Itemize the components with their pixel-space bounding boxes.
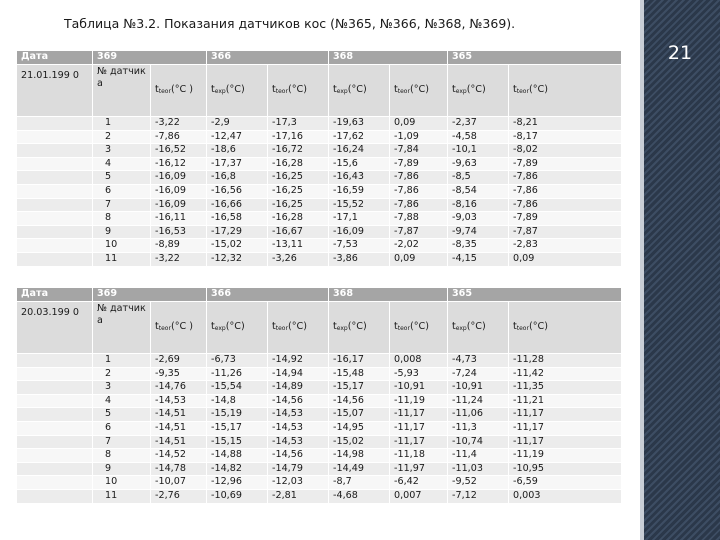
- sensor-header: 366: [207, 288, 329, 302]
- exp-unit: (°C): [466, 320, 486, 332]
- table-cell: -7,89: [509, 157, 622, 171]
- table-cell: -16,09: [329, 225, 390, 239]
- table-cell: -7,89: [509, 212, 622, 226]
- row-spacer: [17, 171, 93, 185]
- table-cell: -11,17: [509, 435, 622, 449]
- table-row: [17, 421, 622, 435]
- table-cell: 4: [93, 157, 151, 171]
- table-cell: -2,76: [151, 489, 207, 503]
- table-row: [17, 144, 622, 158]
- table-cell: 7: [93, 198, 151, 212]
- exp-unit: (°C): [466, 83, 486, 95]
- sensor-header: 365: [448, 288, 622, 302]
- table-cell: -14,79: [268, 462, 329, 476]
- table-cell: 8: [93, 212, 151, 226]
- table-cell: -7,86: [390, 171, 448, 185]
- table-cell: 0,007: [390, 489, 448, 503]
- row-spacer: [17, 117, 93, 131]
- table-cell: -2,02: [390, 239, 448, 253]
- table-cell: -14,51: [151, 421, 207, 435]
- exp-unit: (°C): [347, 320, 367, 332]
- theoretical-temp-header: [390, 302, 448, 354]
- theor-t: t: [394, 83, 398, 95]
- table-cell: -16,28: [268, 212, 329, 226]
- table-cell: -10,07: [151, 476, 207, 490]
- date-header: Дата: [17, 51, 93, 65]
- experimental-temp-header: [329, 65, 390, 117]
- row-spacer: [17, 239, 93, 253]
- date-value: 20.03.199 0: [17, 302, 93, 354]
- table-cell: -16,58: [207, 212, 268, 226]
- theor-t: t: [513, 320, 517, 332]
- table-cell: -14,53: [151, 394, 207, 408]
- theor-sub: teor: [397, 324, 410, 332]
- table-cell: 2: [93, 130, 151, 144]
- sensor-header: 369: [93, 288, 207, 302]
- table-cell: -6,42: [390, 476, 448, 490]
- theor-unit: (°C): [409, 320, 429, 332]
- table-row: [17, 381, 622, 395]
- table-cell: -12,03: [268, 476, 329, 490]
- table-cell: -16,59: [329, 184, 390, 198]
- table-cell: -11,26: [207, 367, 268, 381]
- table-cell: -11,17: [390, 435, 448, 449]
- table-cell: -15,17: [329, 381, 390, 395]
- table-cell: -13,11: [268, 239, 329, 253]
- theor-t: t: [272, 83, 276, 95]
- row-spacer: [17, 462, 93, 476]
- table-cell: -10,1: [448, 144, 509, 158]
- table-cell: -14,94: [268, 367, 329, 381]
- table-cell: -14,78: [151, 462, 207, 476]
- table-cell: -16,09: [151, 184, 207, 198]
- table-cell: -14,8: [207, 394, 268, 408]
- table-cell: -15,6: [329, 157, 390, 171]
- table-cell: -17,16: [268, 130, 329, 144]
- table-cell: -10,69: [207, 489, 268, 503]
- exp-sub: exp: [214, 87, 226, 95]
- experimental-temp-header: [329, 302, 390, 354]
- table-caption: Таблица №3.2. Показания датчиков кос (№365, №366, №368, №369).: [64, 16, 516, 31]
- table-cell: 7: [93, 435, 151, 449]
- row-spacer: [17, 198, 93, 212]
- table-cell: -16,17: [329, 354, 390, 368]
- row-spacer: [17, 144, 93, 158]
- table-cell: -14,51: [151, 435, 207, 449]
- row-spacer: [17, 489, 93, 503]
- theor-sub: teor: [275, 87, 288, 95]
- table-cell: -11,21: [509, 394, 622, 408]
- row-spacer: [17, 184, 93, 198]
- table-cell: -14,53: [268, 421, 329, 435]
- table-cell: 0,09: [390, 117, 448, 131]
- table-row: [17, 198, 622, 212]
- table-cell: -16,43: [329, 171, 390, 185]
- theor-unit: (°C ): [170, 320, 193, 332]
- table-cell: -16,28: [268, 157, 329, 171]
- sensor-header: 365: [448, 51, 622, 65]
- sensor-number-label: № датчик а: [93, 65, 151, 117]
- row-spacer: [17, 476, 93, 490]
- decorative-side-panel: [640, 0, 720, 540]
- table-cell: -15,15: [207, 435, 268, 449]
- theoretical-temp-header: [509, 65, 622, 117]
- table-cell: -11,18: [390, 449, 448, 463]
- table-cell: -3,26: [268, 252, 329, 266]
- table-cell: -11,03: [448, 462, 509, 476]
- table-row: [17, 476, 622, 490]
- theoretical-temp-header: [390, 65, 448, 117]
- theor-t: t: [513, 83, 517, 95]
- table-cell: -2,69: [151, 354, 207, 368]
- row-spacer: [17, 449, 93, 463]
- table-cell: -8,5: [448, 171, 509, 185]
- table-row: [17, 394, 622, 408]
- table-cell: -8,7: [329, 476, 390, 490]
- theor-t: t: [155, 83, 159, 95]
- table-cell: 11: [93, 489, 151, 503]
- table-cell: -17,62: [329, 130, 390, 144]
- subheader-row: [17, 302, 622, 354]
- sensor-number-label: № датчик а: [93, 302, 151, 354]
- row-spacer: [17, 367, 93, 381]
- row-spacer: [17, 435, 93, 449]
- table-cell: -11,35: [509, 381, 622, 395]
- table-cell: -8,02: [509, 144, 622, 158]
- theoretical-temp-header: [268, 302, 329, 354]
- table-cell: 3: [93, 144, 151, 158]
- table-cell: -12,47: [207, 130, 268, 144]
- table-cell: 1: [93, 117, 151, 131]
- exp-sub: exp: [336, 324, 348, 332]
- table-row: [17, 225, 622, 239]
- table-row: [17, 435, 622, 449]
- table-cell: -7,24: [448, 367, 509, 381]
- table-cell: -11,19: [390, 394, 448, 408]
- table-cell: 9: [93, 225, 151, 239]
- theoretical-temp-header: [151, 302, 207, 354]
- table-cell: -7,87: [390, 225, 448, 239]
- row-spacer: [17, 394, 93, 408]
- exp-t: t: [452, 83, 456, 95]
- table-cell: 11: [93, 252, 151, 266]
- experimental-temp-header: [448, 302, 509, 354]
- table-cell: -16,25: [268, 198, 329, 212]
- table-cell: -14,82: [207, 462, 268, 476]
- theor-unit: (°C): [287, 320, 307, 332]
- table-row: [17, 184, 622, 198]
- table-row: [17, 239, 622, 253]
- table-cell: -16,67: [268, 225, 329, 239]
- table-cell: -11,17: [390, 421, 448, 435]
- table-cell: 0,003: [509, 489, 622, 503]
- table-cell: -14,98: [329, 449, 390, 463]
- table-row: [17, 449, 622, 463]
- table-cell: -14,51: [151, 408, 207, 422]
- table-cell: 5: [93, 408, 151, 422]
- row-spacer: [17, 130, 93, 144]
- header-row: [17, 51, 622, 65]
- table-cell: -11,19: [509, 449, 622, 463]
- table-cell: -15,19: [207, 408, 268, 422]
- table-cell: -8,16: [448, 198, 509, 212]
- table-cell: -15,54: [207, 381, 268, 395]
- theor-sub: teor: [516, 87, 529, 95]
- subheader-row: [17, 65, 622, 117]
- table-cell: -7,87: [509, 225, 622, 239]
- table-row: [17, 367, 622, 381]
- table-cell: -14,52: [151, 449, 207, 463]
- table-cell: -17,29: [207, 225, 268, 239]
- table-cell: -6,73: [207, 354, 268, 368]
- table-row: [17, 408, 622, 422]
- table-cell: -7,12: [448, 489, 509, 503]
- table-cell: -9,63: [448, 157, 509, 171]
- exp-t: t: [452, 320, 456, 332]
- table-cell: -16,72: [268, 144, 329, 158]
- table-cell: -17,1: [329, 212, 390, 226]
- exp-t: t: [211, 320, 215, 332]
- table-cell: -7,84: [390, 144, 448, 158]
- table-cell: -14,76: [151, 381, 207, 395]
- table-cell: -16,25: [268, 171, 329, 185]
- table-row: [17, 212, 622, 226]
- exp-sub: exp: [336, 87, 348, 95]
- table-cell: -8,54: [448, 184, 509, 198]
- theor-t: t: [155, 320, 159, 332]
- table-cell: 10: [93, 239, 151, 253]
- row-spacer: [17, 381, 93, 395]
- table-cell: -10,95: [509, 462, 622, 476]
- table-cell: -3,22: [151, 252, 207, 266]
- table-cell: 3: [93, 381, 151, 395]
- theoretical-temp-header: [151, 65, 207, 117]
- table-row: [17, 354, 622, 368]
- table-cell: -7,89: [390, 157, 448, 171]
- table-cell: -8,89: [151, 239, 207, 253]
- table-cell: -17,37: [207, 157, 268, 171]
- table-cell: 9: [93, 462, 151, 476]
- table-cell: -16,53: [151, 225, 207, 239]
- table-cell: -15,17: [207, 421, 268, 435]
- table-cell: -2,37: [448, 117, 509, 131]
- exp-sub: exp: [455, 87, 467, 95]
- sensor-header: 368: [329, 288, 448, 302]
- table-cell: -7,53: [329, 239, 390, 253]
- table-cell: -9,74: [448, 225, 509, 239]
- table-cell: -15,02: [329, 435, 390, 449]
- theor-unit: (°C): [287, 83, 307, 95]
- table-cell: 10: [93, 476, 151, 490]
- theoretical-temp-header: [509, 302, 622, 354]
- table-cell: -4,73: [448, 354, 509, 368]
- theor-unit: (°C): [528, 320, 548, 332]
- theor-unit: (°C): [409, 83, 429, 95]
- table-cell: -14,53: [268, 408, 329, 422]
- table-cell: -12,96: [207, 476, 268, 490]
- table-cell: -11,97: [390, 462, 448, 476]
- exp-sub: exp: [214, 324, 226, 332]
- theor-t: t: [394, 320, 398, 332]
- table-row: [17, 171, 622, 185]
- table-cell: -4,68: [329, 489, 390, 503]
- table-cell: -11,4: [448, 449, 509, 463]
- row-spacer: [17, 212, 93, 226]
- table-cell: -14,56: [268, 394, 329, 408]
- experimental-temp-header: [207, 65, 268, 117]
- theor-sub: teor: [516, 324, 529, 332]
- table-cell: -2,83: [509, 239, 622, 253]
- theor-unit: (°C): [528, 83, 548, 95]
- table-cell: -3,22: [151, 117, 207, 131]
- exp-unit: (°C): [347, 83, 367, 95]
- table-cell: 4: [93, 394, 151, 408]
- table-cell: 0,09: [509, 252, 622, 266]
- table-cell: -8,17: [509, 130, 622, 144]
- table-cell: -6,59: [509, 476, 622, 490]
- table-cell: -16,52: [151, 144, 207, 158]
- table-cell: 0,008: [390, 354, 448, 368]
- table-cell: -16,11: [151, 212, 207, 226]
- date-header: Дата: [17, 288, 93, 302]
- row-spacer: [17, 225, 93, 239]
- theor-t: t: [272, 320, 276, 332]
- table-cell: -16,24: [329, 144, 390, 158]
- slide-number: 21: [667, 42, 693, 64]
- row-spacer: [17, 252, 93, 266]
- table-cell: -8,21: [509, 117, 622, 131]
- table-cell: -7,88: [390, 212, 448, 226]
- row-spacer: [17, 408, 93, 422]
- exp-unit: (°C): [225, 83, 245, 95]
- sensor-header: 366: [207, 51, 329, 65]
- table-row: [17, 489, 622, 503]
- table-cell: -10,74: [448, 435, 509, 449]
- table-cell: -7,86: [509, 184, 622, 198]
- table-cell: 6: [93, 184, 151, 198]
- table-cell: -11,17: [509, 421, 622, 435]
- table-cell: -11,17: [390, 408, 448, 422]
- table-row: [17, 130, 622, 144]
- table-cell: -4,15: [448, 252, 509, 266]
- table-cell: -7,86: [509, 171, 622, 185]
- table-cell: -9,35: [151, 367, 207, 381]
- table-cell: -10,91: [390, 381, 448, 395]
- table-cell: -7,86: [509, 198, 622, 212]
- table-cell: 0,09: [390, 252, 448, 266]
- experimental-temp-header: [207, 302, 268, 354]
- table-cell: -14,49: [329, 462, 390, 476]
- table-cell: -11,28: [509, 354, 622, 368]
- theor-unit: (°C ): [170, 83, 193, 95]
- table-cell: -16,09: [151, 198, 207, 212]
- exp-sub: exp: [455, 324, 467, 332]
- table-cell: -14,56: [268, 449, 329, 463]
- table-cell: -10,91: [448, 381, 509, 395]
- table-cell: -11,3: [448, 421, 509, 435]
- table-cell: -1,09: [390, 130, 448, 144]
- row-spacer: [17, 354, 93, 368]
- table-cell: -4,58: [448, 130, 509, 144]
- table-cell: 5: [93, 171, 151, 185]
- date-value: 21.01.199 0: [17, 65, 93, 117]
- table-cell: -9,52: [448, 476, 509, 490]
- table-cell: -12,32: [207, 252, 268, 266]
- table-cell: -14,53: [268, 435, 329, 449]
- sensor-header: 369: [93, 51, 207, 65]
- table-cell: -14,92: [268, 354, 329, 368]
- experimental-temp-header: [448, 65, 509, 117]
- table-row: [17, 252, 622, 266]
- exp-t: t: [333, 83, 337, 95]
- table-cell: -9,03: [448, 212, 509, 226]
- table-cell: -3,86: [329, 252, 390, 266]
- exp-t: t: [333, 320, 337, 332]
- table-cell: -19,63: [329, 117, 390, 131]
- table-cell: 8: [93, 449, 151, 463]
- theoretical-temp-header: [268, 65, 329, 117]
- sensor-table: [16, 50, 622, 267]
- table-cell: -8,35: [448, 239, 509, 253]
- exp-unit: (°C): [225, 320, 245, 332]
- table-cell: -7,86: [151, 130, 207, 144]
- table-cell: -15,48: [329, 367, 390, 381]
- header-row: [17, 288, 622, 302]
- table-row: [17, 157, 622, 171]
- theor-sub: teor: [275, 324, 288, 332]
- table-cell: -18,6: [207, 144, 268, 158]
- table-cell: -17,3: [268, 117, 329, 131]
- table-cell: -11,42: [509, 367, 622, 381]
- table-cell: 6: [93, 421, 151, 435]
- sensor-table: [16, 287, 622, 504]
- table-cell: -11,24: [448, 394, 509, 408]
- table-cell: -2,81: [268, 489, 329, 503]
- sensor-header: 368: [329, 51, 448, 65]
- table-cell: -16,25: [268, 184, 329, 198]
- row-spacer: [17, 421, 93, 435]
- table-cell: -7,86: [390, 198, 448, 212]
- theor-sub: teor: [158, 87, 171, 95]
- table-cell: -14,95: [329, 421, 390, 435]
- theor-sub: teor: [158, 324, 171, 332]
- table-cell: -15,52: [329, 198, 390, 212]
- table-cell: -16,09: [151, 171, 207, 185]
- table-cell: -15,07: [329, 408, 390, 422]
- exp-t: t: [211, 83, 215, 95]
- table-cell: -16,12: [151, 157, 207, 171]
- table-cell: -16,66: [207, 198, 268, 212]
- table-row: [17, 117, 622, 131]
- table-cell: -15,02: [207, 239, 268, 253]
- table-cell: 2: [93, 367, 151, 381]
- table-cell: -2,9: [207, 117, 268, 131]
- table-cell: -14,89: [268, 381, 329, 395]
- table-cell: -11,17: [509, 408, 622, 422]
- table-cell: -14,88: [207, 449, 268, 463]
- table-cell: -5,93: [390, 367, 448, 381]
- theor-sub: teor: [397, 87, 410, 95]
- table-cell: -16,8: [207, 171, 268, 185]
- table-cell: -16,56: [207, 184, 268, 198]
- table-cell: -14,56: [329, 394, 390, 408]
- table-cell: -11,06: [448, 408, 509, 422]
- table-cell: -7,86: [390, 184, 448, 198]
- table-cell: 1: [93, 354, 151, 368]
- table-row: [17, 462, 622, 476]
- row-spacer: [17, 157, 93, 171]
